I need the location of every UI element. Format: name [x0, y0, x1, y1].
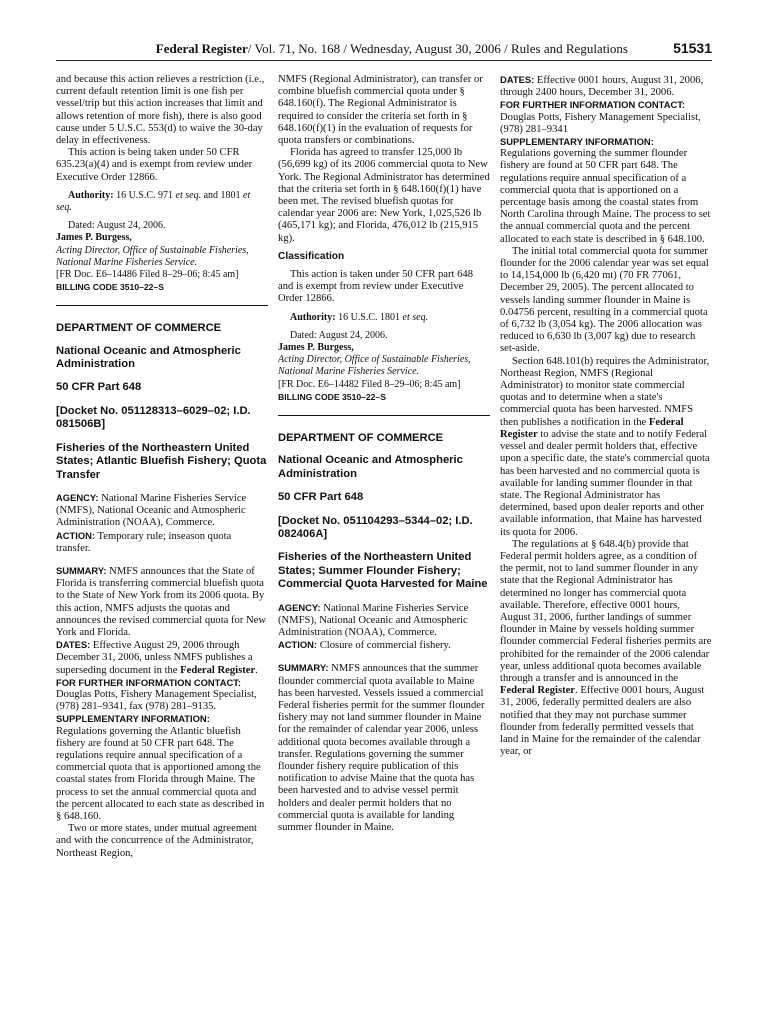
authority-line	[56, 190, 268, 214]
authority-etseq: et seq.	[402, 311, 429, 323]
dates-label: DATES:	[56, 639, 91, 651]
supplementary-label: SUPPLEMENTARY INFORMATION:	[500, 136, 654, 148]
action-block	[278, 639, 490, 652]
body-paragraph: The initial total commercial quota for summer flounder for the 2006 calendar year was set equal to 14,154,000 lb (6,420 mt) (70 FR 77061, December 29, 2005). The percent allocated to vessels landing summer flounder in Maine is 0.04756 percent, resulting in a commercial quota of 6,732 lb (3,054 kg). The 2006 allocation was reduced to 6,630 lb (3,007 kg) due to research set-aside.	[500, 245, 709, 355]
authority-label: Authority:	[290, 311, 336, 323]
body-paragraph: Florida has agreed to transfer 125,000 lb (56,699 kg) of its 2006 commercial quota to New York. The Regional Administrator has determined that the criteria set forth in § 648.160(f)(1) have been met. The revised bluefish quotas for calendar year 2006 are: New York, 1,025,526 lb (465,171 kg); and Florida, 476,012 lb (215,915 kg).	[278, 147, 490, 244]
federal-register-ref: Federal Register	[500, 685, 576, 697]
federal-register-ref: Federal Register	[180, 664, 256, 676]
agency-text: National Marine Fisheries Service (NMFS), National Oceanic and Atmospheric Administration (NOAA), Commerce.	[278, 602, 469, 638]
section-divider	[56, 305, 268, 306]
agency-label: AGENCY:	[56, 491, 99, 503]
fr-doc-line: [FR Doc. E6–14482 Filed 8–29–06; 8:45 am]	[278, 378, 461, 390]
paragraph-text: to advise the state and to notify Federal vessel and dealer permit holders that, effective upon a specific date, the state's commercial quota has been harvested and no commercial quota is available for landing summer flounder in that state. The Regional Administrator has determined, based upon dealer reports and other available information, that Maine has harvested its quota for 2006.	[500, 428, 710, 538]
publication-name: Federal Register	[155, 41, 248, 56]
billing-code: BILLING CODE 3510–22–S	[278, 391, 386, 402]
paragraph-text: The regulations at § 648.4(b) provide that Federal permit holders agree, as a condition of the permit, not to land summer flounder in any state that the Regional Administrator has determined no longer has commercial quota available. Therefore, effective 0001 hours, August 31, 2006, further landings of summer flounder in Maine by vessels holding summer flounder commercial Federal fisheries permits are prohibited for the remainder of the 2006 calendar year, unless additional quota becomes available through a transfer and is announced in the	[500, 538, 712, 684]
classification-heading: Classification	[278, 250, 345, 262]
dates-label: DATES:	[500, 74, 535, 85]
authority-label: Authority:	[68, 189, 114, 201]
signer-name: James P. Burgess,	[56, 232, 132, 244]
authority-etseq: et seq.	[175, 189, 202, 201]
cfr-part: 50 CFR Part 648	[56, 381, 142, 394]
body-paragraph: NMFS (Regional Administrator), can transfer or combine bluefish commercial quota under § 648.160(f). The Regional Administrator is required to consider the criteria set forth in § 648.160(f)(1) in the evaluation of requests for quota transfers or combinations.	[278, 74, 483, 147]
rule-title: Fisheries of the Northeastern United States; Summer Flounder Fishery; Commercial Quota Harvested for Maine	[278, 551, 488, 591]
summary-text: NMFS announces that the summer flounder commercial quota available to Maine has been harvested. Vessels issued a commercial Federal fisheries permit for the summer flounder fishery may not land summer flounder in Maine for the remainder of calendar year 2006, unless additional quota becomes available through a transfer. Regulations governing the summer flounder fishery require publication of this notification to advise Maine that the quota has been harvested and to advise vessel permit holders and dealer permit holders that no commercial quota is available for landing summer flounder in Maine.	[278, 663, 485, 833]
body-paragraph: Two or more states, under mutual agreement and with the concurrence of the Administrator, Northeast Region,	[56, 823, 258, 859]
agency-text: National Marine Fisheries Service (NMFS), National Oceanic and Atmospheric Administration (NOAA), Commerce.	[56, 492, 247, 529]
docket-number: [Docket No. 051104293–5344–02; I.D. 082406A]	[278, 514, 473, 540]
contact-text: Douglas Potts, Fishery Management Specialist, (978) 281–9341, fax (978) 281–9135.	[56, 688, 257, 713]
agency-heading: National Oceanic and Atmospheric Administration	[56, 344, 241, 371]
signer-title: Acting Director, Office of Sustainable Fisheries, National Marine Fisheries Service.	[56, 244, 249, 268]
page-number: 51531	[673, 40, 712, 56]
paragraph-text: Section 648.101(b) requires the Administrator, Northeast Region, NMFS (Regional Administrator) to monitor state commercial quotas and to determine when a state's commercial quota has been harvested. NMFS then publishes a notification in the	[500, 355, 710, 428]
volume-info: / Vol. 71, No. 168 / Wednesday, August 30, 2006 / Rules and Regulations	[247, 41, 628, 56]
agency-label: AGENCY:	[278, 601, 321, 613]
section-divider	[278, 415, 490, 416]
summary-block	[278, 662, 490, 834]
page-header	[56, 40, 712, 61]
paragraph-text: . Effective 0001 hours, August 31, 2006, federally permitted dealers are also notified that they may not purchase summer flounder from federally permitted vessels that land in Maine for the remainder of the calendar year, or	[500, 685, 705, 758]
body-paragraph: This action is taken under 50 CFR part 648 and is exempt from review under Executive Order 12866.	[278, 269, 474, 305]
action-label: ACTION:	[278, 639, 318, 651]
body-paragraph: This action is being taken under 50 CFR 635.23(a)(4) and is exempt from review under Executive Order 12866.	[56, 147, 253, 183]
body-paragraph	[500, 356, 712, 539]
authority-text: 16 U.S.C. 1801	[335, 311, 403, 323]
agency-block	[56, 492, 268, 530]
authority-line	[278, 312, 490, 324]
signer-title: Acting Director, Office of Sustainable Fisheries, National Marine Fisheries Service.	[278, 354, 471, 378]
rule-title: Fisheries of the Northeastern United States; Atlantic Bluefish Fishery; Quota Transfer	[56, 441, 267, 481]
dates-block	[56, 639, 268, 677]
dated-line: Dated: August 24, 2006.	[68, 220, 166, 232]
contact-text: Douglas Potts, Fishery Management Specialist, (978) 281–9341	[500, 111, 701, 135]
summary-label: SUMMARY:	[56, 564, 107, 576]
supplementary-text: Regulations governing the summer flounder fishery are found at 50 CFR part 648. The regulations require annual specification of a commercial quota that is apportioned on a percentage basis among the coastal states from North Carolina through Maine. The process to set the annual commercial quota and the percent allocated to each state is described in § 648.100.	[500, 148, 711, 245]
federal-register-ref: Federal Register	[500, 416, 684, 440]
action-block	[56, 530, 268, 555]
agency-heading: National Oceanic and Atmospheric Administration	[278, 454, 463, 480]
billing-code: BILLING CODE 3510–22–S	[56, 282, 164, 293]
dates-text: Effective August 29, 2006 through December 31, 2006, unless NMFS publishes a superseding document in the	[56, 640, 253, 676]
body-paragraph: and because this action relieves a restriction (i.e., current default retention limit is one fish per vessel/trip but this action increases that limit and allows retention of more fish), there is also good cause under 5 U.S.C. 553(d) to waive the 30-day delay in effectiveness.	[56, 74, 265, 147]
cfr-part: 50 CFR Part 648	[278, 491, 364, 504]
summary-text: NMFS announces that the State of Florida is transferring commercial bluefish quota to the State of New York from its 2006 quota. By this action, NMFS adjusts the quotas and announces the revised commercial quota for New York and Florida.	[56, 565, 267, 638]
supplementary-label: SUPPLEMENTARY INFORMATION:	[56, 713, 210, 725]
dates-text: Effective 0001 hours, August 31, 2006, through 2400 hours, December 31, 2006.	[500, 75, 704, 99]
contact-label: FOR FURTHER INFORMATION CONTACT:	[56, 676, 242, 688]
signer-name: James P. Burgess,	[278, 342, 354, 354]
department-heading: DEPARTMENT OF COMMERCE	[56, 322, 222, 335]
docket-number: [Docket No. 051128313–6029–02; I.D. 081506B]	[56, 404, 251, 431]
column-2	[278, 74, 490, 834]
body-paragraph	[500, 539, 712, 759]
dates-end: .	[255, 664, 258, 676]
supplementary-text: Regulations governing the Atlantic bluefish fishery are found at 50 CFR part 648. The regulations require annual specification of a commercial quota that is apportioned among the coastal states from Florida through Maine. The process to set the annual commercial quota and the percent allocated to each state as described in § 648.160.	[56, 725, 265, 822]
authority-etseq-2: et seq.	[56, 189, 251, 214]
column-3	[500, 74, 712, 758]
action-label: ACTION:	[56, 529, 96, 541]
dated-line: Dated: August 24, 2006.	[290, 329, 388, 341]
column-1	[56, 74, 268, 860]
authority-text: 16 U.S.C. 971	[113, 189, 176, 201]
action-text: Closure of commercial fishery.	[317, 640, 451, 652]
dates-block	[500, 74, 712, 99]
action-text: Temporary rule; inseason quota transfer.	[56, 530, 232, 554]
authority-tail: and 1801	[201, 189, 244, 201]
agency-block	[278, 602, 490, 640]
department-heading: DEPARTMENT OF COMMERCE	[278, 432, 444, 445]
summary-block	[56, 565, 268, 639]
fr-doc-line: [FR Doc. E6–14486 Filed 8–29–06; 8:45 am]	[56, 269, 239, 281]
summary-label: SUMMARY:	[278, 662, 329, 674]
contact-label: FOR FURTHER INFORMATION CONTACT:	[500, 99, 686, 111]
running-head	[156, 41, 628, 57]
